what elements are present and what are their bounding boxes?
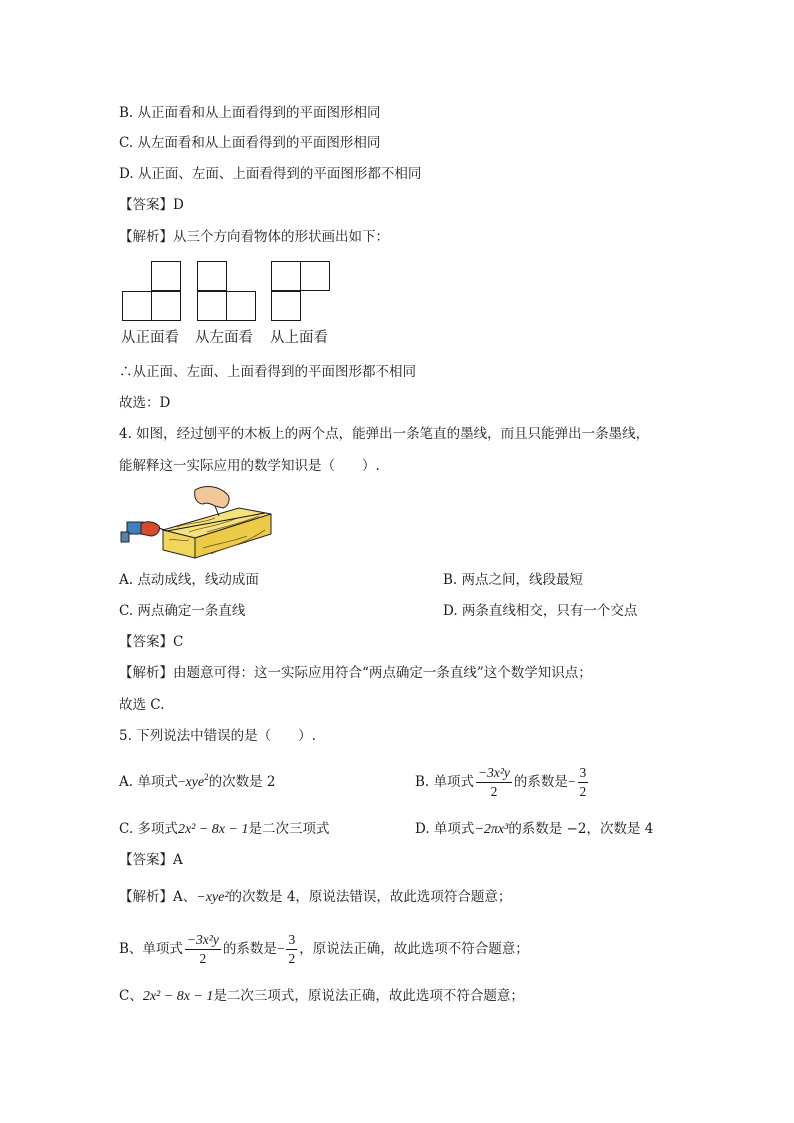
view-label-left: 从左面看	[195, 330, 253, 346]
q5-option-d-expr: −2πx³	[474, 822, 509, 837]
q3-answer: 【答案】D	[119, 197, 184, 213]
q4-choose: 故选 C.	[119, 697, 165, 713]
q5-analysis-b-cden: 2	[288, 951, 296, 966]
q5-option-b-prefix: B. 单项式	[415, 774, 475, 790]
q5-option-b-cden: 2	[579, 784, 587, 799]
q4-stem-line1: 4. 如图，经过刨平的木板上的两个点，能弹出一条笔直的墨线，而且只能弹出一条墨线，	[119, 426, 650, 442]
q5-option-b-num: −3x²y	[476, 764, 512, 783]
q4-option-a: A. 点动成线，线动成面	[119, 572, 259, 588]
q4-option-d: D. 两条直线相交，只有一个交点	[443, 603, 638, 619]
q5-option-b-cnum: 3	[578, 764, 589, 783]
q3-analysis: 【解析】从三个方向看物体的形状画出如下：	[119, 229, 389, 245]
q5-analysis-b	[119, 931, 529, 968]
q5-option-a-suffix: 的次数是 2	[208, 774, 276, 790]
view-label-front: 从正面看	[121, 330, 179, 346]
q5-option-a-prefix: A. 单项式	[119, 774, 178, 790]
q5-option-b	[415, 764, 590, 801]
top-view-figure	[270, 261, 332, 321]
q5-analysis-a-suffix: 的次数是 4，原说法错误，故此选项符合题意；	[228, 889, 512, 905]
q5-analysis-c-suffix: 是二次三项式，原说法正确，故此选项不符合题意；	[213, 988, 524, 1004]
q5-answer: 【答案】A	[119, 852, 183, 868]
q4-analysis: 【解析】由题意可得：这一实际应用符合“两点确定一条直线”这个数学知识点；	[119, 665, 592, 681]
q3-option-b: B. 从正面看和从上面看得到的平面图形相同	[119, 105, 381, 121]
q5-option-b-mid: 的系数是	[513, 774, 568, 790]
q5-option-b-fraction	[476, 764, 512, 801]
q5-option-c	[119, 820, 329, 839]
q5-option-c-suffix: 是二次三项式	[248, 821, 330, 837]
q4-option-b: B. 两点之间，线段最短	[443, 572, 584, 588]
q5-analysis-a-prefix: 【解析】A、	[119, 889, 197, 905]
q4-stem-line2: 能解释这一实际应用的数学知识是（ ）.	[119, 458, 380, 474]
q5-option-b-coef	[578, 764, 589, 801]
q5-analysis-b-den: 2	[199, 951, 207, 966]
q5-option-d-prefix: D. 单项式	[415, 821, 475, 837]
left-view-figure	[196, 261, 258, 321]
q5-analysis-a-expr: −xye²	[196, 890, 229, 905]
q5-analysis-b-prefix: B、单项式	[119, 941, 183, 957]
q5-option-a-exp: 2	[204, 772, 209, 782]
q5-analysis-a	[119, 888, 511, 907]
q5-analysis-b-mid: 的系数是	[222, 941, 277, 957]
q5-option-a-sign: −	[177, 774, 186, 789]
q5-option-b-sign: −	[567, 774, 576, 789]
q5-analysis-b-cnum: 3	[286, 931, 297, 950]
q5-analysis-b-suffix: ，原说法正确，故此选项不符合题意；	[299, 941, 529, 957]
front-view-figure	[121, 261, 183, 321]
q4-option-c: C. 两点确定一条直线	[119, 603, 246, 619]
q5-option-d-suffix: 的系数是 −2，次数是 4	[508, 821, 654, 837]
q5-analysis-b-num: −3x²y	[185, 931, 221, 950]
q5-option-c-expr: 2x² − 8x − 1	[177, 822, 249, 837]
q5-analysis-c-prefix: C、	[119, 988, 143, 1004]
view-label-top: 从上面看	[270, 330, 328, 346]
q5-option-d	[415, 820, 653, 839]
q5-analysis-c	[119, 987, 524, 1006]
q5-option-a-expr: xye	[185, 775, 205, 790]
q5-option-a	[119, 773, 276, 792]
q5-analysis-b-coef	[286, 931, 297, 968]
q5-analysis-b-fraction	[185, 931, 221, 968]
q5-option-b-den: 2	[490, 784, 498, 799]
q3-conclusion: ∴从正面、左面、上面看得到的平面图形都不相同	[119, 364, 416, 380]
q5-analysis-b-sign: −	[276, 941, 285, 956]
wood-board-illustration	[119, 482, 279, 562]
q3-option-d: D. 从正面、左面、上面看得到的平面图形都不相同	[119, 166, 422, 182]
q3-option-c: C. 从左面看和从上面看得到的平面图形相同	[119, 135, 381, 151]
q5-option-c-prefix: C. 多项式	[119, 821, 178, 837]
q3-choose: 故选：D	[119, 395, 171, 411]
q4-answer: 【答案】C	[119, 634, 184, 650]
q5-analysis-c-expr: 2x² − 8x − 1	[142, 989, 214, 1004]
q5-stem: 5. 下列说法中错误的是（ ）.	[119, 728, 316, 744]
